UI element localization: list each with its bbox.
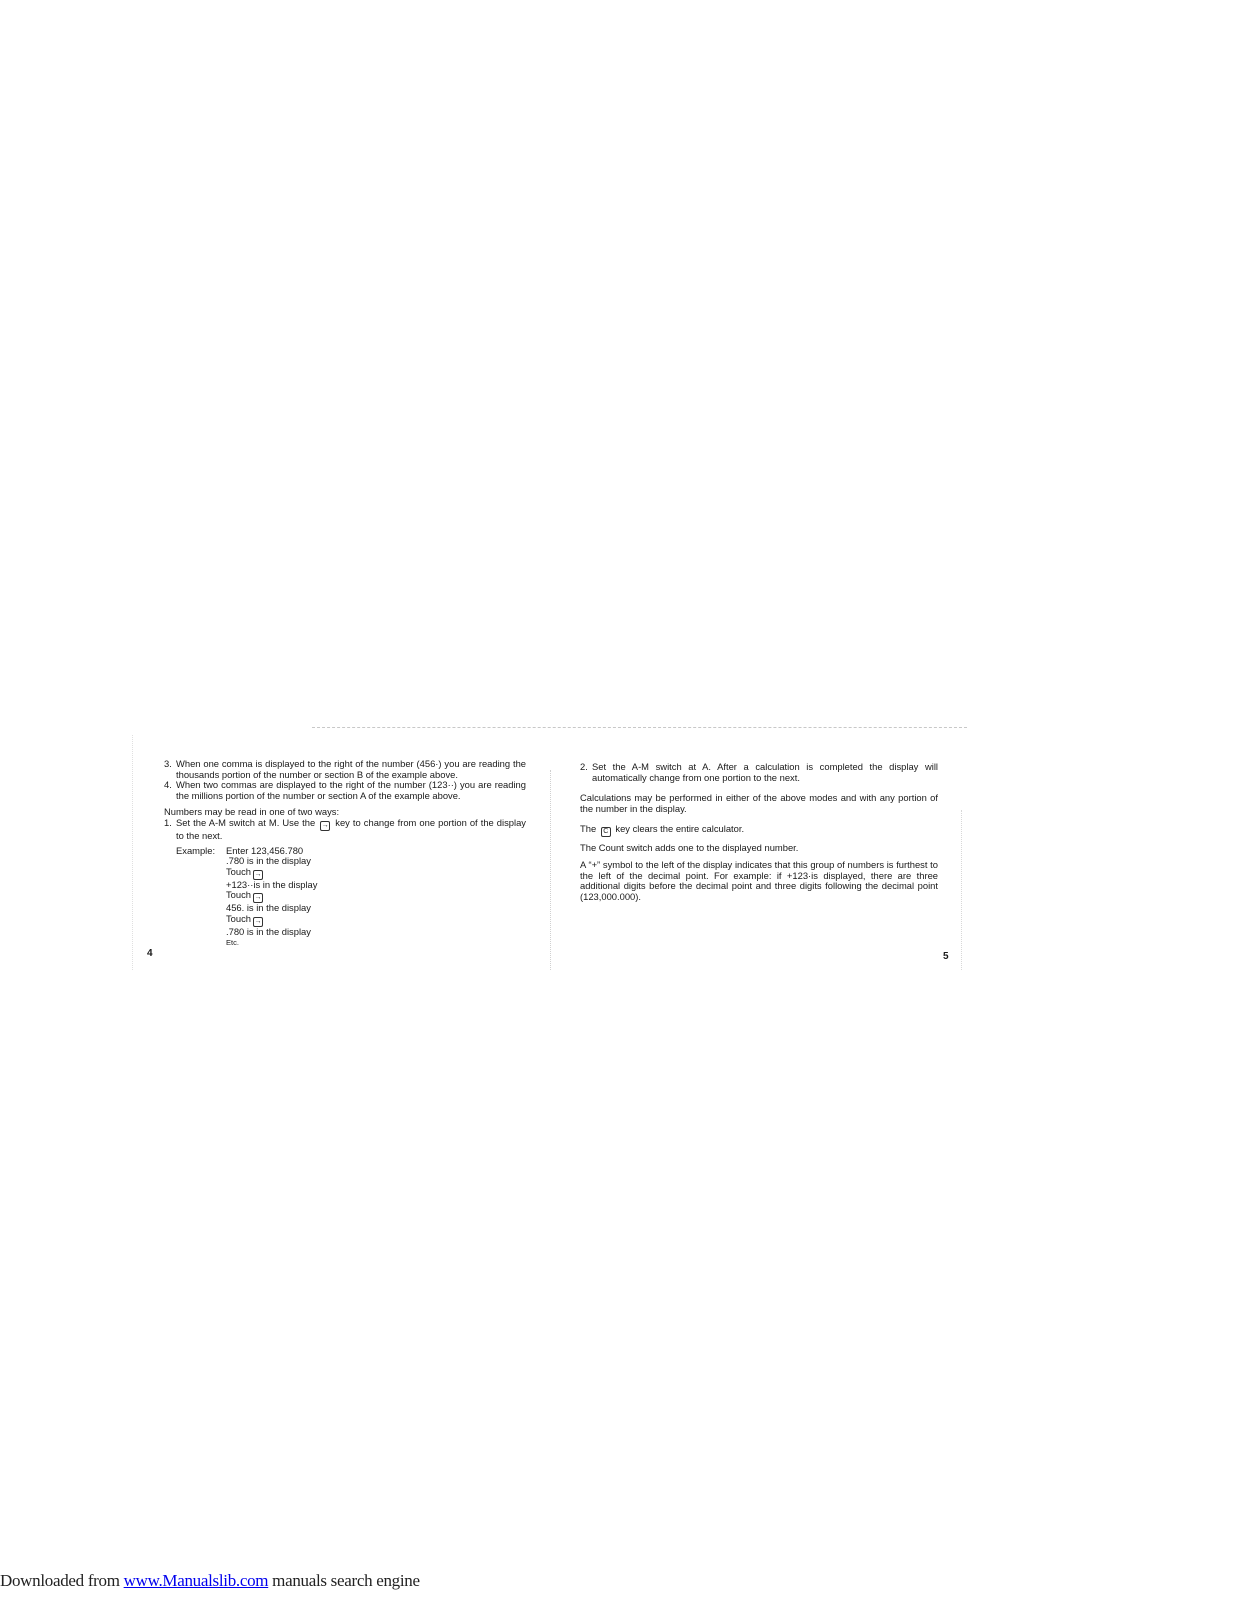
example-line: .780 is in the display	[226, 855, 311, 867]
item-number: 4.	[164, 779, 172, 791]
example-label: Example:	[176, 844, 216, 856]
intro-text: Numbers may be read in one of two ways:	[164, 806, 340, 818]
example-line: .780 is in the display	[226, 925, 311, 937]
arrow-key-icon: →	[254, 894, 262, 902]
item-2	[580, 762, 938, 783]
item-number: 1.	[164, 816, 172, 828]
footer-prefix: Downloaded from	[0, 1571, 124, 1590]
right-page-column	[580, 762, 938, 902]
footer-suffix: manuals search engine	[268, 1571, 420, 1590]
arrow-key-icon: →	[254, 870, 262, 878]
clear-key-icon: C	[601, 827, 611, 837]
page-number-left: 4	[147, 948, 153, 959]
paragraph-text-before: The	[580, 823, 597, 835]
example-block	[164, 846, 526, 949]
paragraph-modes: Calculations may be performed in either of the above modes and with any portion of the number in the display.	[580, 792, 938, 814]
example-touch: Touch	[226, 889, 252, 901]
example-line: Etc.	[226, 937, 239, 947]
example-line: Enter 123,456.780	[226, 844, 304, 856]
page-edge-line	[961, 810, 962, 970]
download-footer	[0, 1571, 420, 1591]
item-1	[164, 818, 526, 842]
paragraph-text-after: key clears the entire calculator.	[615, 823, 745, 835]
item-4	[164, 780, 526, 801]
paragraph-clear-key	[580, 824, 938, 837]
paragraph-count-switch: The Count switch adds one to the displayed number.	[580, 842, 799, 854]
item-number: 3.	[164, 758, 172, 769]
item-text-after: key to change from one portion of the display to the next.	[176, 816, 526, 841]
item-number: 2.	[580, 761, 588, 772]
item-text-before: Set the A-M switch at M. Use the	[176, 816, 316, 828]
page-fold-line	[550, 770, 551, 970]
arrow-key-icon: →	[254, 917, 262, 925]
left-page-column	[164, 759, 526, 948]
left-edge-line	[132, 735, 133, 970]
example-line	[226, 914, 526, 927]
paragraph-plus-symbol: A “+” symbol to the left of the display indicates that this group of numbers is furthest to the left of the decimal point. For example: if +123·is displayed, there are three additional digits before the decimal point and three digits following the decimal point (123,000.000).	[580, 858, 938, 902]
item-text: When two commas are displayed to the right of the number (123··) you are reading the millions portion of the number or section A of the example above.	[176, 779, 526, 801]
example-line: 456. is in the display	[226, 902, 311, 914]
example-touch: Touch	[226, 912, 252, 924]
page-number-right: 5	[943, 951, 949, 962]
example-line	[226, 867, 526, 880]
manualslib-link[interactable]: www.Manualslib.com	[123, 1571, 269, 1590]
scan-divider-line	[312, 727, 967, 728]
item-text: Set the A-M switch at A. After a calculation is completed the display will automatically change from one portion to the next.	[592, 761, 938, 783]
arrow-key-icon: →	[321, 821, 329, 829]
example-touch: Touch	[226, 865, 252, 877]
item-text: When one comma is displayed to the right of the number (456·) you are reading the thousands portion of the number or section B of the example above.	[176, 758, 526, 780]
item-3	[164, 759, 526, 780]
example-line: +123··is in the display	[226, 878, 318, 890]
